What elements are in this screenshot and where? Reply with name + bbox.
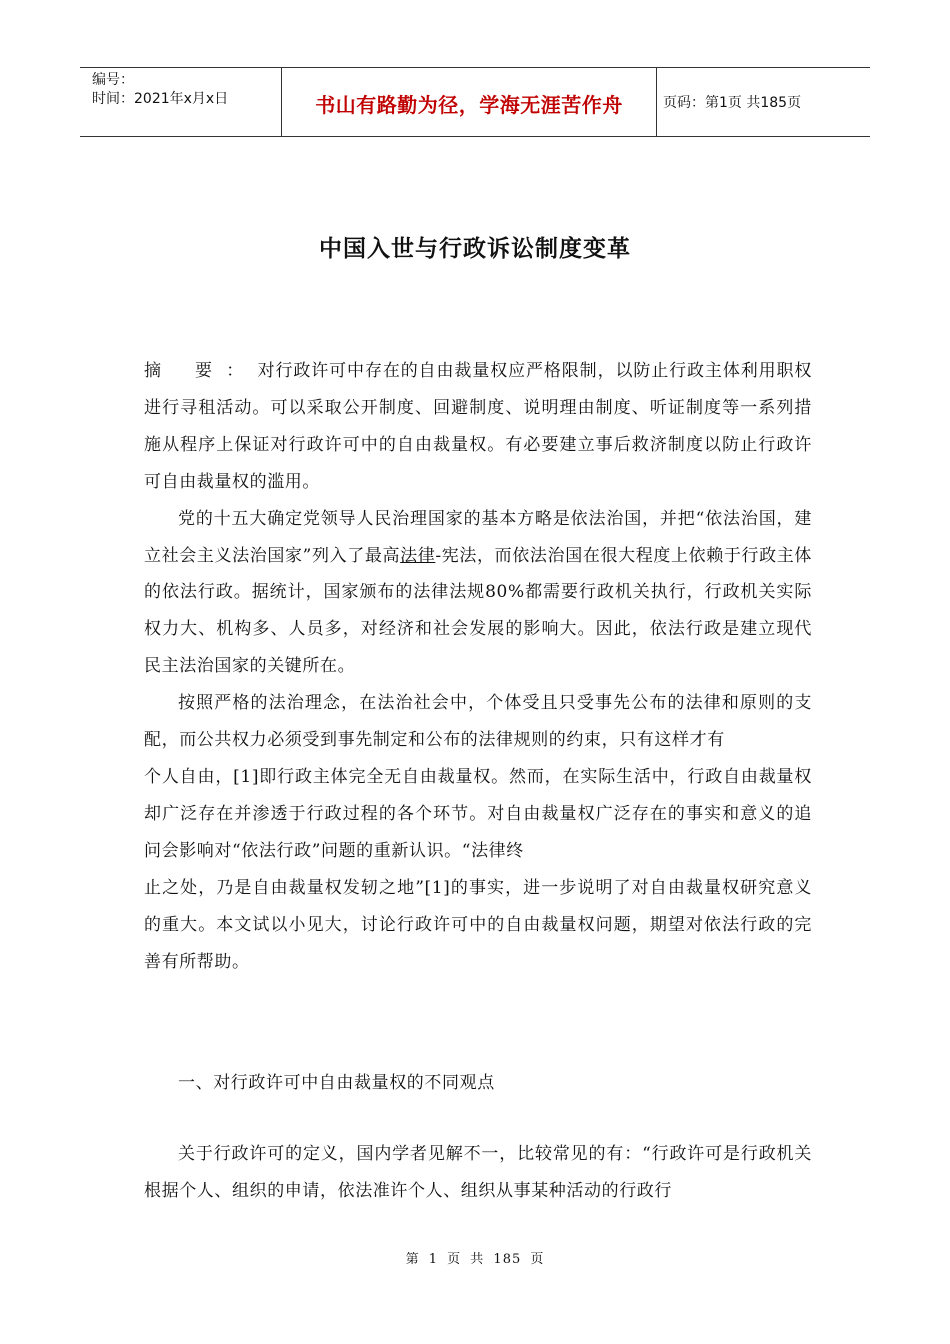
abstract-text: 对行政许可中存在的自由裁量权应严格限制，以防止行政主体利用职权进行寻租活动。可以采取公开制度、回避制度、说明理由制度、听证制度等一系列措施从程序上保证对行政许可中的自由裁量权。有必要建立事后救济制度以防止行政许可自由裁量权的滥用。 (144, 361, 813, 492)
header-meta-cell (80, 68, 281, 136)
document-body-continued (144, 1136, 812, 1210)
section-heading-1: 一、对行政许可中自由裁量权的不同观点 (178, 1073, 495, 1093)
paragraph-4: 止之处，乃是自由裁量权发轫之地”[1]的事实，进一步说明了对自由裁量权研究意义的重大。本文试以小见大，讨论行政许可中的自由裁量权问题，期望对依法行政的完善有所帮助。 (144, 877, 812, 972)
header-motto-cell (281, 68, 657, 136)
paragraph-1-part-b: -宪法，而依法治国在很大程度上依赖于行政主体的依法行政。据统计，国家颁布的法律法规80%都需要行政机关执行，行政机关实际权力大、机构多、人员多，对经济和社会发展的影响大。因此，依法行政是建立现代民主法治国家的关键所在。 (144, 545, 812, 677)
header-page-info: 页码：第1页 共185页 (663, 95, 802, 111)
document-body (144, 353, 812, 980)
header-page-cell (657, 68, 870, 136)
header-motto: 书山有路勤为径，学海无涯苦作舟 (315, 92, 623, 117)
paragraph-1-part-a: 党的十五大确定党领导人民治理国家的基本方略是依法治国，并把“依法治国，建立社会主义法治国家”列入了最高 (144, 508, 812, 566)
page-footer: 第 1 页 共 185 页 (405, 1252, 545, 1267)
paragraph-3: 个人自由，[1]即行政主体完全无自由裁量权。然而，在实际生活中，行政自由裁量权却广泛存在并渗透于行政过程的各个环节。对自由裁量权广泛存在的事实和意义的追问会影响对“依法行政”问题的重新认识。“法律终 (144, 766, 812, 861)
document-number-label: 编号： (92, 72, 134, 88)
paragraph-5: 关于行政许可的定义，国内学者见解不一，比较常见的有：“行政许可是行政机关根据个人、组织的申请，依法准许个人、组织从事某种活动的行政行 (144, 1144, 812, 1201)
document-date-label: 时间：2021年x月x日 (92, 91, 229, 107)
law-link[interactable]: 法律 (400, 545, 436, 566)
document-title: 中国入世与行政诉讼制度变革 (319, 236, 631, 262)
page-header (80, 67, 870, 137)
abstract-paragraph (144, 353, 812, 501)
paragraph-2: 按照严格的法治理念，在法治社会中，个体受且只受事先公布的法律和原则的支配，而公共权力必须受到事先制定和公布的法律规则的约束，只有这样才有 (144, 693, 812, 751)
paragraph-1 (144, 501, 812, 686)
abstract-label: 摘 要： (144, 361, 258, 381)
